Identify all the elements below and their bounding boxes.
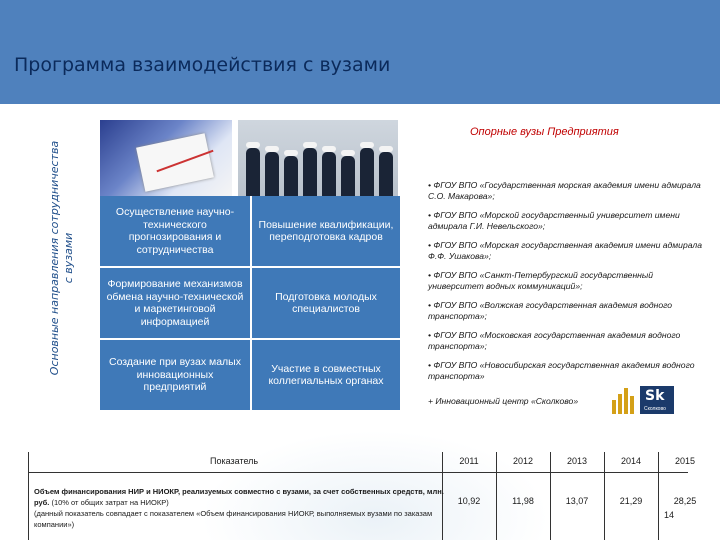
direction-box: Повышение квалификации, переподготовка кадров: [252, 196, 400, 266]
cadet-figure: [265, 152, 279, 196]
skolkovo-text: + Инновационный центр «Сколково»: [428, 396, 579, 406]
list-item: • ФГОУ ВПО «Государственная морская академия имени адмирала С.О. Макарова»;: [428, 180, 701, 201]
table-cell: 10,92: [457, 496, 481, 506]
directions-grid: [100, 196, 400, 412]
table-header-label: Показатель: [210, 456, 259, 466]
year-header: 2011: [459, 456, 479, 466]
cap-icon: [303, 142, 317, 148]
table-cell: 13,07: [565, 496, 589, 506]
direction-box: Осуществление научно-технического прогнозирования и сотрудничества: [100, 196, 250, 266]
cap-icon: [360, 142, 374, 148]
row-label: [34, 486, 444, 530]
cadet-figure: [341, 156, 355, 196]
year-header: 2014: [620, 456, 642, 466]
table-cell: 28,25: [673, 496, 697, 506]
science-photo: [100, 120, 232, 196]
cap-icon: [379, 146, 393, 152]
row-note: (данный показатель совпадает с показателем «Объем финансирования НИОКР, выполняемых вузами по заказам компании»): [34, 509, 433, 529]
page-title: Программа взаимодействия с вузами: [14, 54, 391, 76]
list-item: • ФГОУ ВПО «Новосибирская государственная академия водного транспорта»: [428, 360, 695, 381]
cadet-figure: [246, 148, 260, 196]
support-title: Опорные вузы Предприятия: [470, 126, 619, 138]
table-cell: 11,98: [512, 496, 534, 506]
list-item: • ФГОУ ВПО «Волжская государственная академия водного транспорта»;: [428, 300, 673, 321]
year-header: 2012: [512, 456, 534, 466]
cadets-photo: [238, 120, 398, 196]
direction-box: Участие в совместных коллегиальных органах: [252, 340, 400, 410]
cadet-figure: [284, 156, 298, 196]
list-item: • ФГОУ ВПО «Санкт-Петербургский государственный университет водных коммуникаций»;: [428, 270, 654, 291]
cadet-figure: [360, 148, 374, 196]
row-label-normal: (10% от общих затрат на НИОКР): [49, 498, 169, 507]
vertical-label: Основные направления сотрудничества с вузами: [48, 140, 75, 376]
skolkovo-logo: [612, 386, 674, 414]
table-cell: 21,29: [619, 496, 643, 506]
sk-logo-sub: Сколково: [644, 406, 666, 412]
header-bar: [0, 0, 720, 104]
bars-icon: [612, 386, 638, 414]
list-item: • ФГОУ ВПО «Морская государственная академия имени адмирала Ф.Ф. Ушакова»;: [428, 240, 703, 261]
cap-icon: [284, 150, 298, 156]
cadet-figure: [379, 152, 393, 196]
direction-box: Формирование механизмов обмена научно-технической и маркетинговой информацией: [100, 268, 250, 338]
universities-list: [428, 180, 708, 390]
list-item: • ФГОУ ВПО «Московская государственная академия водного транспорта»;: [428, 330, 681, 351]
direction-box: Создание при вузах малых инновационных предприятий: [100, 340, 250, 410]
list-item: • ФГОУ ВПО «Морской государственный университет имени адмирала Г.И. Невельского»;: [428, 210, 680, 231]
cap-icon: [322, 146, 336, 152]
cap-icon: [265, 146, 279, 152]
cap-icon: [246, 142, 260, 148]
cap-icon: [341, 150, 355, 156]
sk-logo-main: Sk: [645, 388, 665, 404]
cadet-figure: [303, 148, 317, 196]
funding-table: [28, 452, 718, 540]
year-header: 2015: [674, 456, 696, 466]
year-header: 2013: [566, 456, 588, 466]
cadet-figure: [322, 152, 336, 196]
page-number: 14: [664, 510, 675, 520]
direction-box: Подготовка молодых специалистов: [252, 268, 400, 338]
row-label-bold: Объем финансирования НИР и НИОКР, реализуемых совместно с вузами, за счет собственных средств, млн. руб.: [34, 487, 444, 507]
